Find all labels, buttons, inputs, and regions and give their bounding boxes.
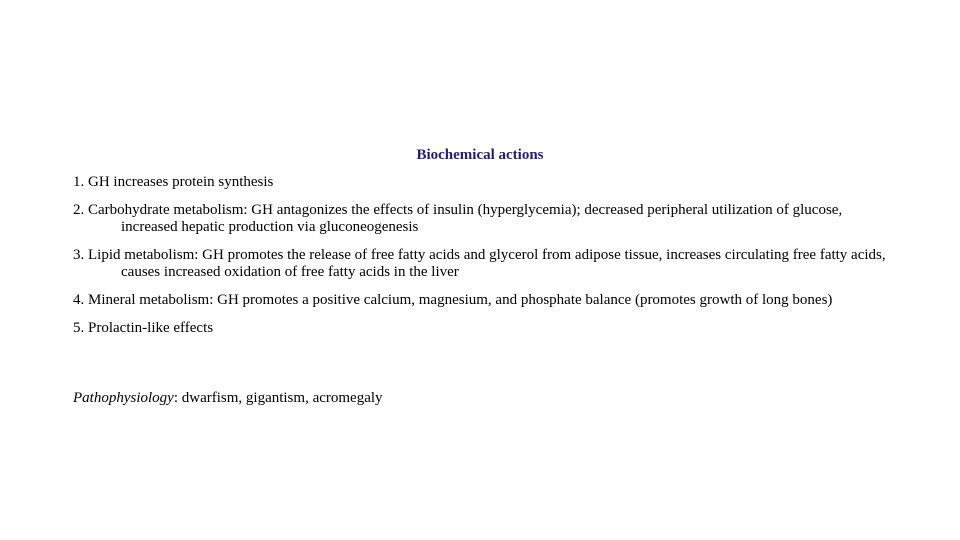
item-number: 1. bbox=[73, 174, 85, 190]
item-text: Carbohydrate metabolism: GH antagonizes the effects of insulin (hyperglycemia); decreased peripheral utilization of glucose, increased hepatic production via gluconeogenesis bbox=[88, 202, 843, 235]
list-item bbox=[73, 247, 893, 281]
pathophysiology-text: : dwarfism, gigantism, acromegaly bbox=[173, 390, 383, 406]
item-number: 5. bbox=[73, 320, 85, 336]
list-item bbox=[73, 174, 893, 191]
list-item bbox=[73, 292, 893, 309]
item-text: Lipid metabolism: GH promotes the release of free fatty acids and glycerol from adipose tissue, increases circulating free fatty acids, causes increased oxidation of free fatty acids in the liver bbox=[88, 247, 886, 280]
pathophysiology-label: Pathophysiology bbox=[73, 390, 174, 406]
item-number: 3. bbox=[73, 247, 85, 263]
item-number: 2. bbox=[73, 202, 85, 218]
list-item bbox=[73, 320, 893, 337]
list-item bbox=[73, 202, 893, 236]
actions-list bbox=[73, 174, 893, 348]
section-heading: Biochemical actions bbox=[416, 147, 544, 163]
item-text: Prolactin-like effects bbox=[88, 320, 214, 336]
item-number: 4. bbox=[73, 292, 85, 308]
pathophysiology-line bbox=[73, 389, 383, 407]
item-text: GH increases protein synthesis bbox=[88, 174, 274, 190]
item-text: Mineral metabolism: GH promotes a positive calcium, magnesium, and phosphate balance (promotes growth of long bones) bbox=[88, 292, 833, 308]
